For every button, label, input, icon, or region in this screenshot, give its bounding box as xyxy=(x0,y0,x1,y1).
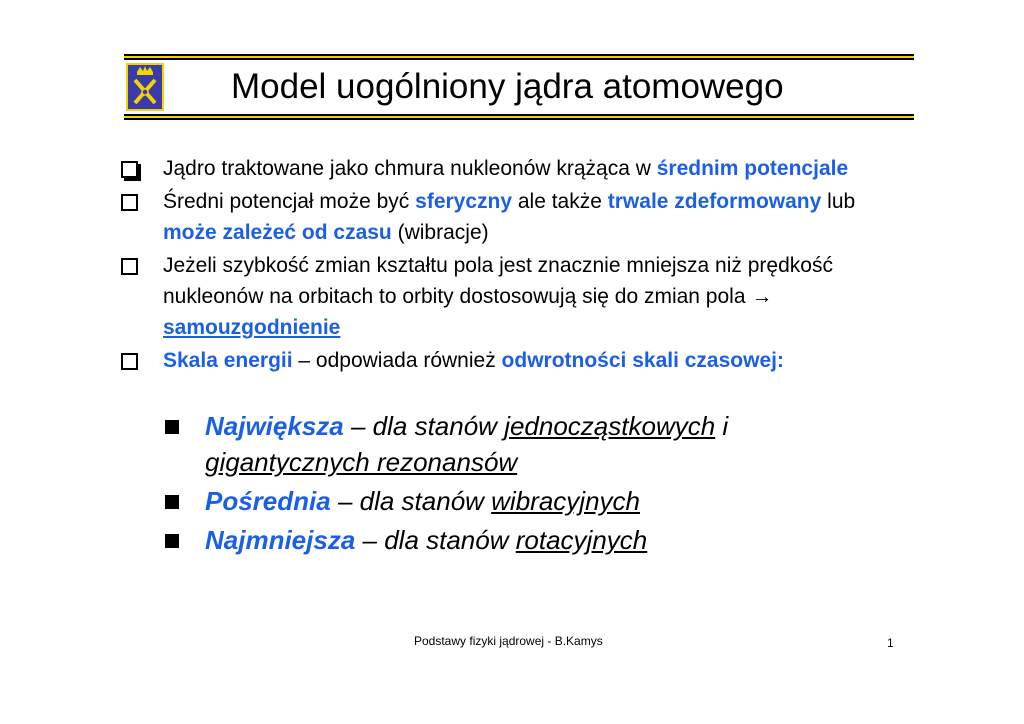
bullet-list xyxy=(118,153,908,378)
title-bar xyxy=(124,54,914,120)
sub-bullet-underlined: rotacyjnych xyxy=(515,525,648,555)
square-bullet-icon xyxy=(121,353,138,370)
sub-bullet-item xyxy=(163,522,863,558)
sub-bullet-term: Pośrednia xyxy=(205,486,331,516)
filled-square-bullet-icon xyxy=(165,420,179,434)
bullet-text: (wibracje) xyxy=(391,221,489,244)
bullet-text: ale także xyxy=(512,190,608,213)
title-bottom-rule xyxy=(124,114,914,120)
filled-square-bullet-icon xyxy=(165,534,179,548)
bullet-text: Jądro traktowane jako chmura nukleonów krążąca w xyxy=(163,157,657,180)
sub-bullet-list xyxy=(163,408,863,561)
checkbox-bullet-icon xyxy=(121,161,138,178)
sub-bullet-text: – dla stanów xyxy=(343,411,505,441)
bullet-text: lub xyxy=(821,190,856,213)
bullet-highlight: sferyczny xyxy=(415,190,513,213)
sub-bullet-text: – dla stanów xyxy=(355,525,516,555)
sub-bullet-item xyxy=(163,408,863,480)
sub-bullet-underlined: gigantycznych rezonansów xyxy=(205,447,518,477)
filled-square-bullet-icon xyxy=(165,495,179,509)
sub-bullet-underlined: wibracyjnych xyxy=(491,486,640,516)
bullet-highlight: Skala energii xyxy=(163,349,293,372)
bullet-highlight: samouzgodnienie xyxy=(163,316,341,339)
slide-footer: Podstawy fizyki jądrowej - B.Kamys xyxy=(414,634,603,648)
bullet-item xyxy=(118,186,908,248)
square-bullet-icon xyxy=(121,194,138,211)
bullet-highlight: trwale zdeformowany xyxy=(607,190,822,213)
sub-bullet-term: Największa xyxy=(205,411,344,441)
sub-bullet-item xyxy=(163,483,863,519)
bullet-item xyxy=(118,153,908,184)
bullet-item xyxy=(118,345,908,376)
bullet-highlight: odwrotności skali czasowej: xyxy=(501,349,784,372)
square-bullet-icon xyxy=(121,258,138,275)
bullet-highlight: może zależeć od czasu xyxy=(163,221,392,244)
sub-bullet-term: Najmniejsza xyxy=(205,525,356,555)
bullet-text: Jeżeli szybkość zmian kształtu pola jest znacznie mniejsza niż prędkość nukleonów na orbitach to orbity dostosowują się do zmian pola → xyxy=(163,254,833,308)
bullet-highlight: średnim potencjale xyxy=(656,157,849,180)
bullet-text: – odpowiada również xyxy=(292,349,502,372)
sub-bullet-underlined: jednocząstkowych xyxy=(504,411,716,441)
title-top-rule xyxy=(124,54,914,60)
bullet-text: Średni potencjał może być xyxy=(163,190,416,213)
bullet-item xyxy=(118,250,908,343)
page-number: 1 xyxy=(887,636,894,650)
slide-title: Model uogólniony jądra atomowego xyxy=(231,67,784,106)
sub-bullet-text: – dla stanów xyxy=(330,486,492,516)
university-crest-icon xyxy=(126,63,164,111)
sub-bullet-text: i xyxy=(715,411,729,441)
